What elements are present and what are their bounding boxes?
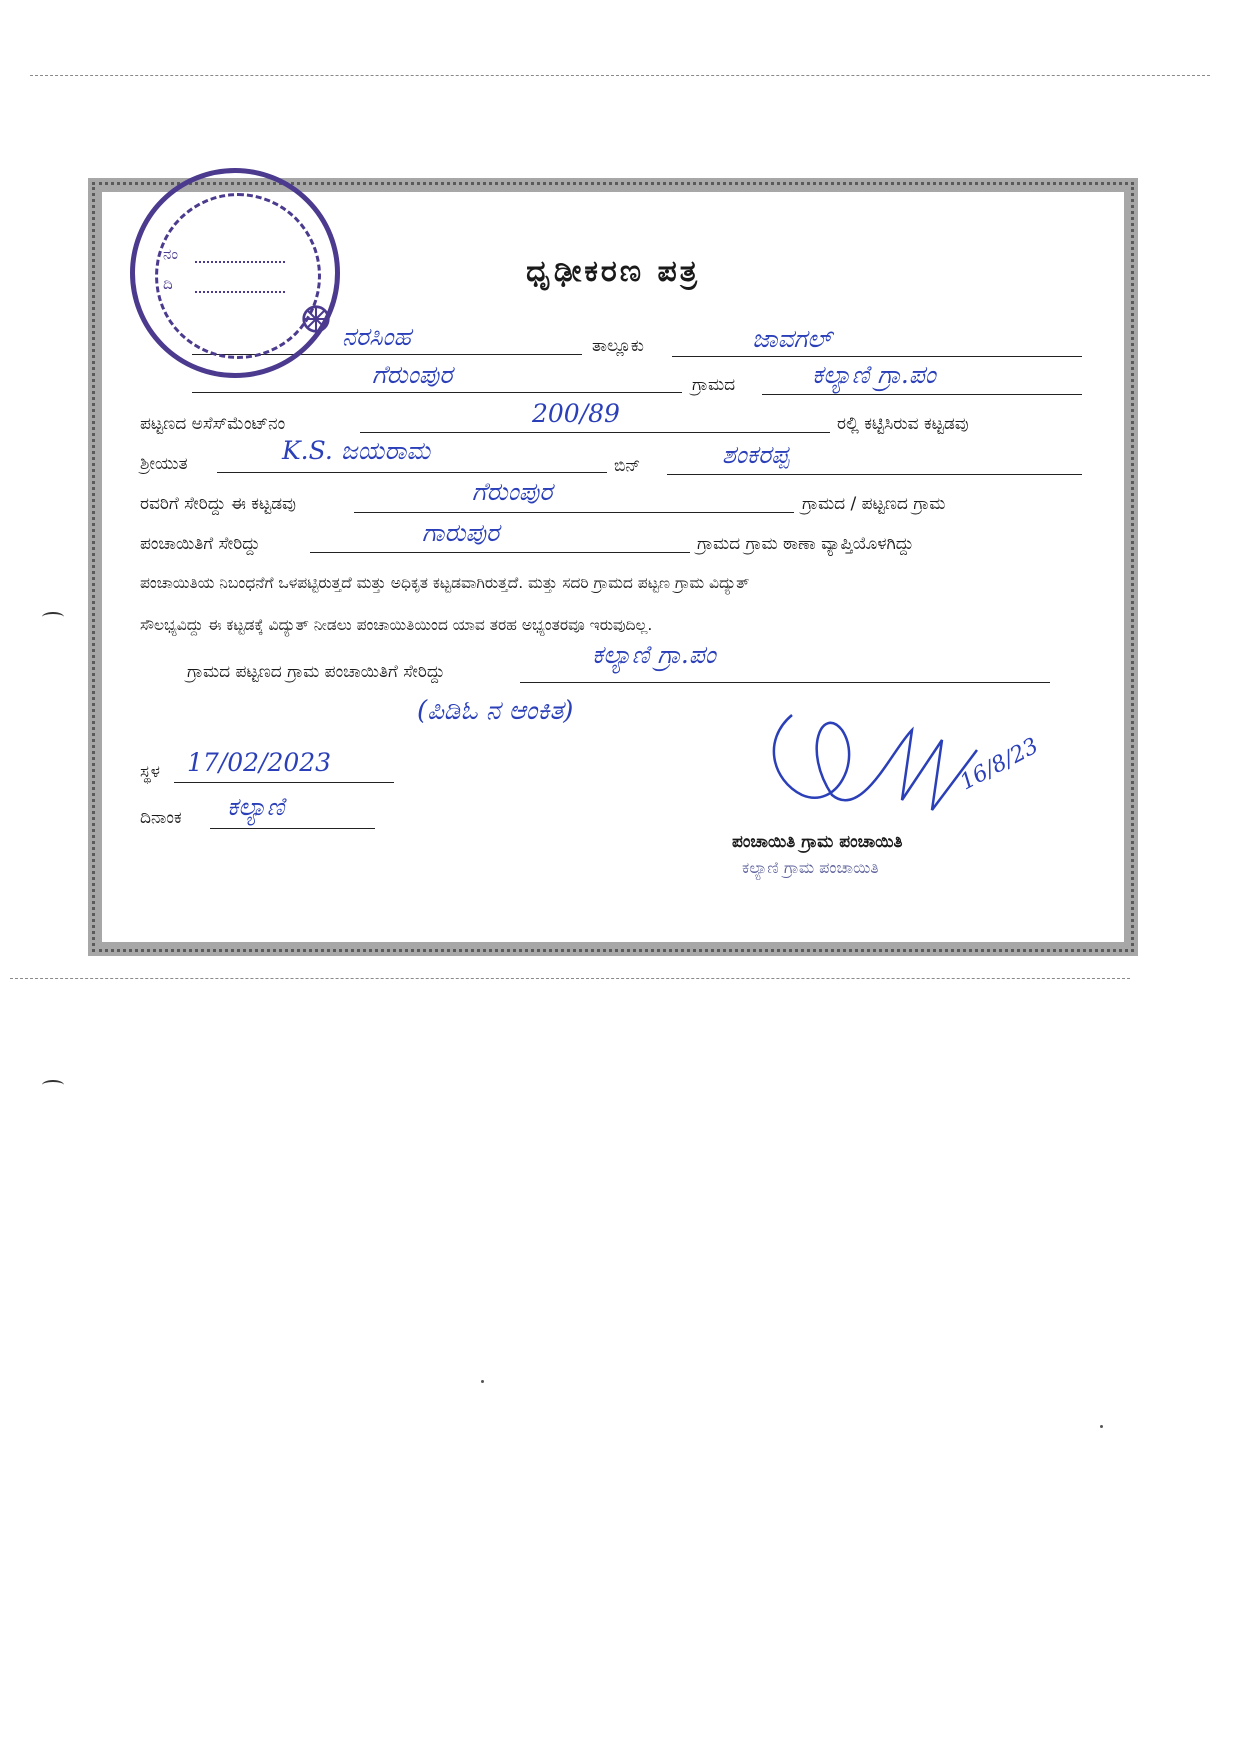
taluk-label: ತಾಲ್ಲೂಕು [592,336,644,356]
panchayat-name-value: ಕಲ್ಯಾಣಿ ಗ್ರಾ.ಪಂ [592,640,716,669]
grama-line [192,392,682,393]
sriyutha-label: ಶ್ರೀಯುತ [140,454,188,474]
panchayat-name-line [520,682,1050,683]
assessment-value: 200/89 [532,399,620,428]
stamp-no-label: ನಂ [163,245,178,263]
panchayat-village-value: ಗಾರುಪುರ [422,518,500,547]
paragraph-line-2: ಸೌಲಭ್ಯವಿದ್ದು ಈ ಕಟ್ಟಡಕ್ಕೆ ವಿದ್ಯುತ್ ನೀಡಲು ಪಂಚಾಯಿತಿಯಿಂದ ಯಾವ ತರಹ ಅಭ್ಯಂತರವೂ ಇರುವುದಿಲ್ಲ. [140,616,653,634]
signature-date: 16/8/23 [956,733,1043,796]
round-office-stamp [130,168,340,378]
assessment-label: ಪಟ್ಟಣದ ಅಸೆಸ್‌ಮೆಂಟ್‌ನಂ [140,414,286,434]
stamp-date-line [195,291,285,293]
village-limits-label: ಗ್ರಾಮದ ಗ್ರಾಮ ಠಾಣಾ ವ್ಯಾಪ್ತಿಯೊಳಗಿದ್ದು [697,534,914,554]
place-value: 17/02/2023 [187,748,332,777]
village-town-label: ಗ್ರಾಮದ / ಪಟ್ಟಣದ ಗ್ರಾಮ [802,494,946,514]
grama-da-label: ಗ್ರಾಮದ [692,375,736,395]
sriyutha-line [217,472,607,473]
building-village-line [354,512,794,513]
taluk-line [672,356,1082,357]
place-line [174,782,394,783]
place-label: ಸ್ಥಳ [140,762,160,782]
grama-panchayat-line [762,394,1082,395]
stamp-no-line [195,261,285,263]
paragraph-line-1: ಪಂಚಾಯಿತಿಯ ನಿಬಂಧನೆಗೆ ಒಳಪಟ್ಟಿರುತ್ತದೆ ಮತ್ತು ಅಧಿಕೃತ ಕಟ್ಟಡವಾಗಿರುತ್ತದೆ. ಮತ್ತು ಸದರಿ ಗ್ರಾಮದ ಪಟ್ಟಣ ಗ್ರಾಮ ವಿದ್ಯುತ್ [140,574,750,592]
bin-line [667,474,1082,475]
punch-hole-upper [42,612,64,622]
bin-label: ಬಿನ್ [614,456,641,476]
punch-hole-lower [42,1080,64,1090]
stamp-wheel-icon [301,289,331,349]
sriyutha-value: K.S. ಜಯರಾಮ [282,436,431,465]
stamp-inner-ring [155,193,321,359]
building-village-value: ಗೆರುಂಪುರ [472,477,553,506]
grama-value: ಗೆರುಂಪುರ [372,360,453,389]
assessment-line [360,432,830,433]
scan-edge-top [30,75,1210,76]
belongs-building-label: ರವರಿಗೆ ಸೇರಿದ್ದು ಈ ಕಟ್ಟಡವು [140,494,296,514]
officer-title: ಪಂಚಾಯಿತಿ ಗ್ರಾಮ ಪಂಚಾಯಿತಿ [732,832,903,852]
panchayat-village-line [310,552,690,553]
date-label: ದಿನಾಂಕ [140,808,182,828]
hobli-value: ನರಸಿಂಹ [342,322,411,351]
panchayat-line-label: ಗ್ರಾಮದ ಪಟ್ಟಣದ ಗ್ರಾಮ ಪಂಚಾಯಿತಿಗೆ ಸೇರಿದ್ದು [187,662,445,682]
panchayat-belongs-label: ಪಂಚಾಯಿತಿಗೆ ಸೇರಿದ್ದು [140,534,261,554]
built-building-label: ರಲ್ಲಿ ಕಟ್ಟಿಸಿರುವ ಕಟ್ಟಡವು [837,414,969,434]
date-value: ಕಲ್ಯಾಣಿ [227,792,285,821]
handwritten-note: (ಪಿಡಿಓ ನ ಆಂಕಿತ) [417,696,574,726]
document-title: ಧೃಢೀಕರಣ ಪತ್ರ [526,254,700,289]
bin-value: ಶಂಕರಪ್ಪ [722,440,790,469]
grama-panchayat-value: ಕಲ್ಯಾಣಿ ಗ್ರಾ.ಪಂ [812,360,936,389]
taluk-value: ಜಾವಗಲ್ [752,324,832,353]
stamp-date-label: ದಿ [163,275,173,293]
scan-edge-bottom [10,978,1130,979]
officer-stamp-text: ಕಲ್ಯಾಣಿ ಗ್ರಾಮ ಪಂಚಾಯಿತಿ [742,858,879,877]
scan-speck [481,1380,484,1383]
scan-speck [1100,1425,1103,1428]
date-line [210,828,375,829]
